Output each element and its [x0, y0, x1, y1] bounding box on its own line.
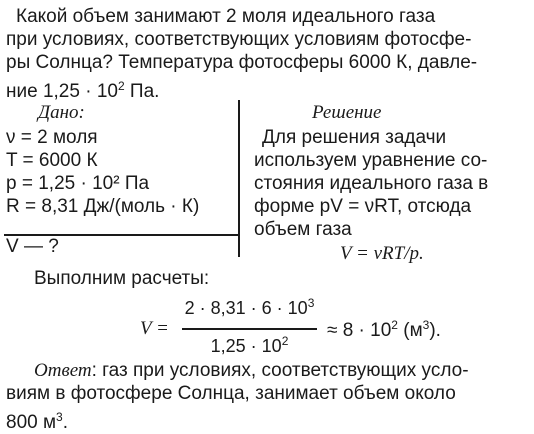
problem-line-4: [6, 75, 159, 103]
solution-line-1: Для решения задачи: [262, 127, 447, 148]
calc-v: V =: [140, 318, 169, 339]
calc-numerator-prefix: 2 · 8,31 · 6 · 10: [184, 298, 308, 318]
given-item-temperature: T = 6000 К: [6, 150, 98, 171]
calc-formula: [140, 296, 534, 366]
calc-denominator-exp: 2: [281, 334, 289, 348]
solution-line-4: форме pV = νRT, отсюда: [254, 196, 472, 217]
problem-line-3: ры Солнца? Температура фотосферы 6000 К, давле-: [6, 52, 478, 73]
given-heading: Дано:: [38, 102, 85, 123]
given-vertical-divider: [238, 100, 240, 257]
problem-line-4-prefix: ние 1,25 · 10: [6, 81, 118, 102]
problem-line-4-suffix: Па.: [124, 81, 160, 102]
calc-heading: Выполним расчеты:: [34, 268, 210, 289]
solution-line-2: используем уравнение со-: [254, 150, 488, 171]
problem-line-2: при условиях, соответствующих условиям фотосфе-: [6, 29, 472, 50]
given-item-nu: ν = 2 моля: [6, 127, 98, 148]
problem-line-1: Какой объем занимают 2 моля идеального газа: [16, 6, 436, 27]
calc-fraction-bar: [182, 328, 317, 330]
solution-formula: V = νRT/p.: [340, 243, 424, 264]
solution-line-5: объем газа: [254, 219, 352, 240]
calc-result: [327, 318, 441, 342]
calc-result-end: ).: [429, 320, 441, 341]
solution-line-3: стояния идеального газа в: [254, 173, 489, 194]
calc-numerator-exp: 3: [307, 296, 315, 310]
problem-line-4-exp: 2: [117, 79, 125, 93]
answer-text-1: : газ при условиях, соответствующих усло-: [91, 360, 469, 381]
given-item-gas-constant: R = 8,31 Дж/(моль · К): [6, 196, 200, 217]
calc-numerator: [182, 296, 317, 319]
answer-line-1: [34, 360, 469, 382]
given-find: V — ?: [6, 236, 59, 257]
calc-denominator: [182, 334, 317, 357]
answer-label: Ответ: [34, 360, 92, 381]
calc-result-unit-exp: 3: [422, 318, 430, 332]
answer-line-2: виям в фотосфере Солнца, занимает объем около: [6, 383, 456, 404]
answer-line-3-exp: 3: [56, 410, 63, 424]
given-item-pressure: p = 1,25 · 10² Па: [6, 173, 150, 194]
calc-denominator-prefix: 1,25 · 10: [210, 336, 282, 356]
calc-result-exp: 2: [391, 318, 398, 332]
answer-line-3-suffix: .: [62, 412, 69, 433]
answer-line-3-prefix: 800 м: [6, 412, 57, 433]
calc-result-prefix: ≈ 8 · 10: [327, 320, 392, 341]
calc-result-unit: (м: [397, 320, 423, 341]
solution-heading: Решение: [312, 102, 382, 123]
